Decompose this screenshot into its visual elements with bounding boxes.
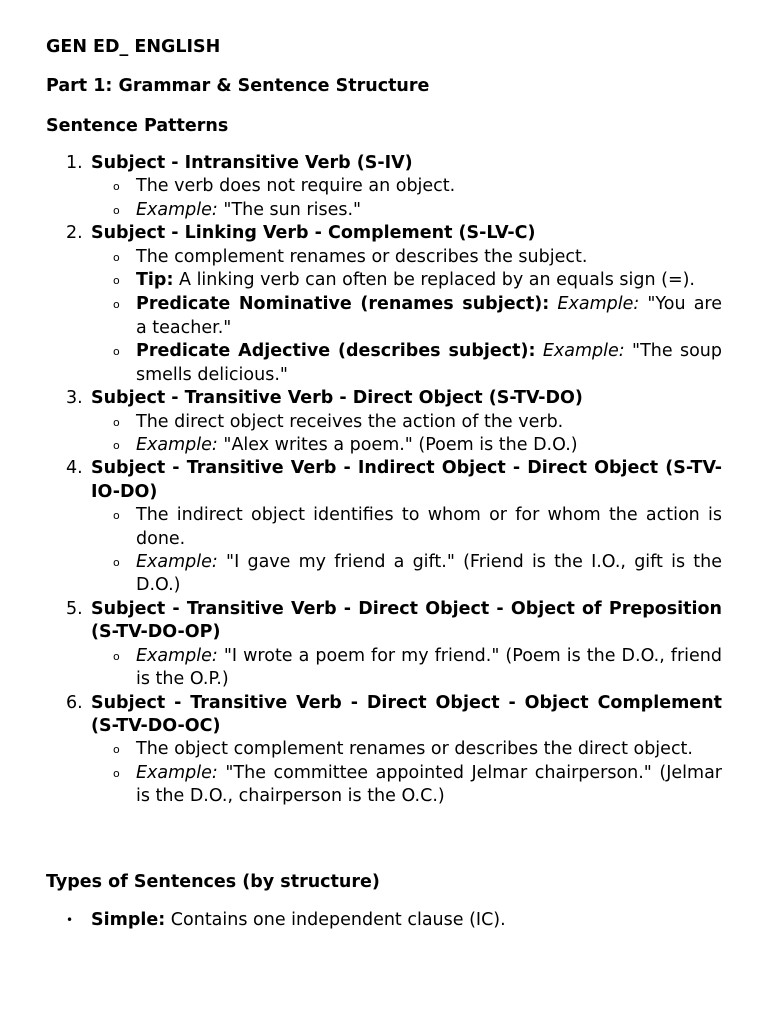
example-label: Example: xyxy=(136,762,218,783)
tip-label: Tip: xyxy=(136,270,174,291)
list-item xyxy=(91,434,722,457)
point-text: "I gave my friend a gift." (Friend is the I.O., gift is the D.O.) xyxy=(136,552,722,596)
sentence-types-list xyxy=(46,909,722,932)
point-text: The complement renames or describes the subject. xyxy=(136,246,588,267)
point-text: "Alex writes a poem." (Poem is the D.O.) xyxy=(217,435,578,456)
example-label: Example: xyxy=(136,199,218,220)
example-label: Example: xyxy=(136,645,218,666)
circle-bullet-icon: o xyxy=(113,298,120,312)
list-item xyxy=(91,504,722,551)
example-label: Example: xyxy=(535,341,625,362)
pattern-item xyxy=(46,222,722,387)
pattern-title: Subject - Intransitive Verb (S-IV) xyxy=(91,153,413,173)
circle-bullet-icon: o xyxy=(113,556,120,570)
point-text: The direct object receives the action of the verb. xyxy=(136,411,564,432)
list-item xyxy=(91,411,722,434)
point-text: The indirect object identifies to whom or for whom the action is done. xyxy=(136,505,722,549)
pattern-points xyxy=(91,645,722,692)
sentence-types-heading: Types of Sentences (by structure) xyxy=(46,872,380,892)
point-text: "The soup smells delicious." xyxy=(136,341,722,385)
pattern-title: Subject - Transitive Verb - Direct Object (S-TV-DO) xyxy=(91,388,583,409)
example-label: Example: xyxy=(549,294,640,315)
pattern-points xyxy=(91,175,722,222)
type-label: Simple: xyxy=(91,910,166,930)
pattern-number: 1. xyxy=(66,153,83,173)
point-text: "The sun rises." xyxy=(217,199,362,220)
type-text: Contains one independent clause (IC). xyxy=(165,910,506,930)
part-heading: Part 1: Grammar & Sentence Structure xyxy=(46,76,430,96)
list-item xyxy=(91,551,722,598)
list-item xyxy=(91,269,722,292)
point-text: "The committee appointed Jelmar chairperson." (Jelmar is the D.O., chairperson is the O.C.) xyxy=(136,762,722,807)
pattern-number: 4. xyxy=(66,458,83,479)
example-label: Example: xyxy=(136,435,218,456)
list-item xyxy=(91,246,722,269)
bullet-dot-icon: • xyxy=(66,913,74,927)
list-item xyxy=(91,738,722,761)
pattern-item xyxy=(46,387,722,457)
pattern-title: Subject - Linking Verb - Complement (S-LV-C) xyxy=(91,223,536,244)
pattern-title: Subject - Transitive Verb - Indirect Object - Direct Object (S-TV-IO-DO) xyxy=(91,458,722,502)
list-item xyxy=(91,645,722,692)
pattern-points xyxy=(91,504,722,598)
circle-bullet-icon: o xyxy=(113,250,120,264)
point-text: "You are a teacher." xyxy=(136,294,722,338)
circle-bullet-icon: o xyxy=(113,743,120,757)
sentence-patterns-list xyxy=(46,152,722,809)
pattern-points xyxy=(91,246,722,388)
pattern-item xyxy=(46,152,722,222)
list-item xyxy=(91,175,722,198)
circle-bullet-icon: o xyxy=(113,649,120,663)
list-item xyxy=(91,762,722,809)
document-title: GEN ED_ ENGLISH xyxy=(46,37,221,57)
pattern-points xyxy=(91,738,722,808)
pattern-item xyxy=(46,692,722,809)
list-item xyxy=(91,340,722,387)
pattern-item xyxy=(46,457,722,597)
term-label: Predicate Adjective (describes subject): xyxy=(136,341,536,362)
pattern-points xyxy=(91,411,722,458)
pattern-title: Subject - Transitive Verb - Direct Object - Object of Preposition (S-TV-DO-OP) xyxy=(91,598,722,643)
circle-bullet-icon: o xyxy=(113,439,120,453)
point-text: "I wrote a poem for my friend." (Poem is the D.O., friend is the O.P.) xyxy=(136,645,722,690)
pattern-item xyxy=(46,598,722,692)
pattern-number: 5. xyxy=(66,598,83,619)
pattern-number: 6. xyxy=(66,692,83,713)
circle-bullet-icon: o xyxy=(113,180,120,194)
circle-bullet-icon: o xyxy=(113,509,120,523)
example-label: Example: xyxy=(136,552,218,573)
pattern-number: 3. xyxy=(66,388,83,409)
circle-bullet-icon: o xyxy=(113,415,120,429)
list-item xyxy=(46,909,722,932)
point-text: A linking verb can often be replaced by an equals sign (=). xyxy=(173,270,695,291)
circle-bullet-icon: o xyxy=(113,203,120,217)
pattern-number: 2. xyxy=(66,223,83,244)
pattern-title: Subject - Transitive Verb - Direct Object - Object Complement (S-TV-DO-OC) xyxy=(91,692,722,736)
list-item xyxy=(91,293,722,340)
term-label: Predicate Nominative (renames subject): xyxy=(136,294,550,315)
point-text: The object complement renames or describes the direct object. xyxy=(136,739,693,760)
circle-bullet-icon: o xyxy=(113,274,120,288)
circle-bullet-icon: o xyxy=(113,766,120,780)
sentence-patterns-heading: Sentence Patterns xyxy=(46,116,229,136)
list-item xyxy=(91,199,722,222)
point-text: The verb does not require an object. xyxy=(136,176,456,197)
circle-bullet-icon: o xyxy=(113,345,120,359)
